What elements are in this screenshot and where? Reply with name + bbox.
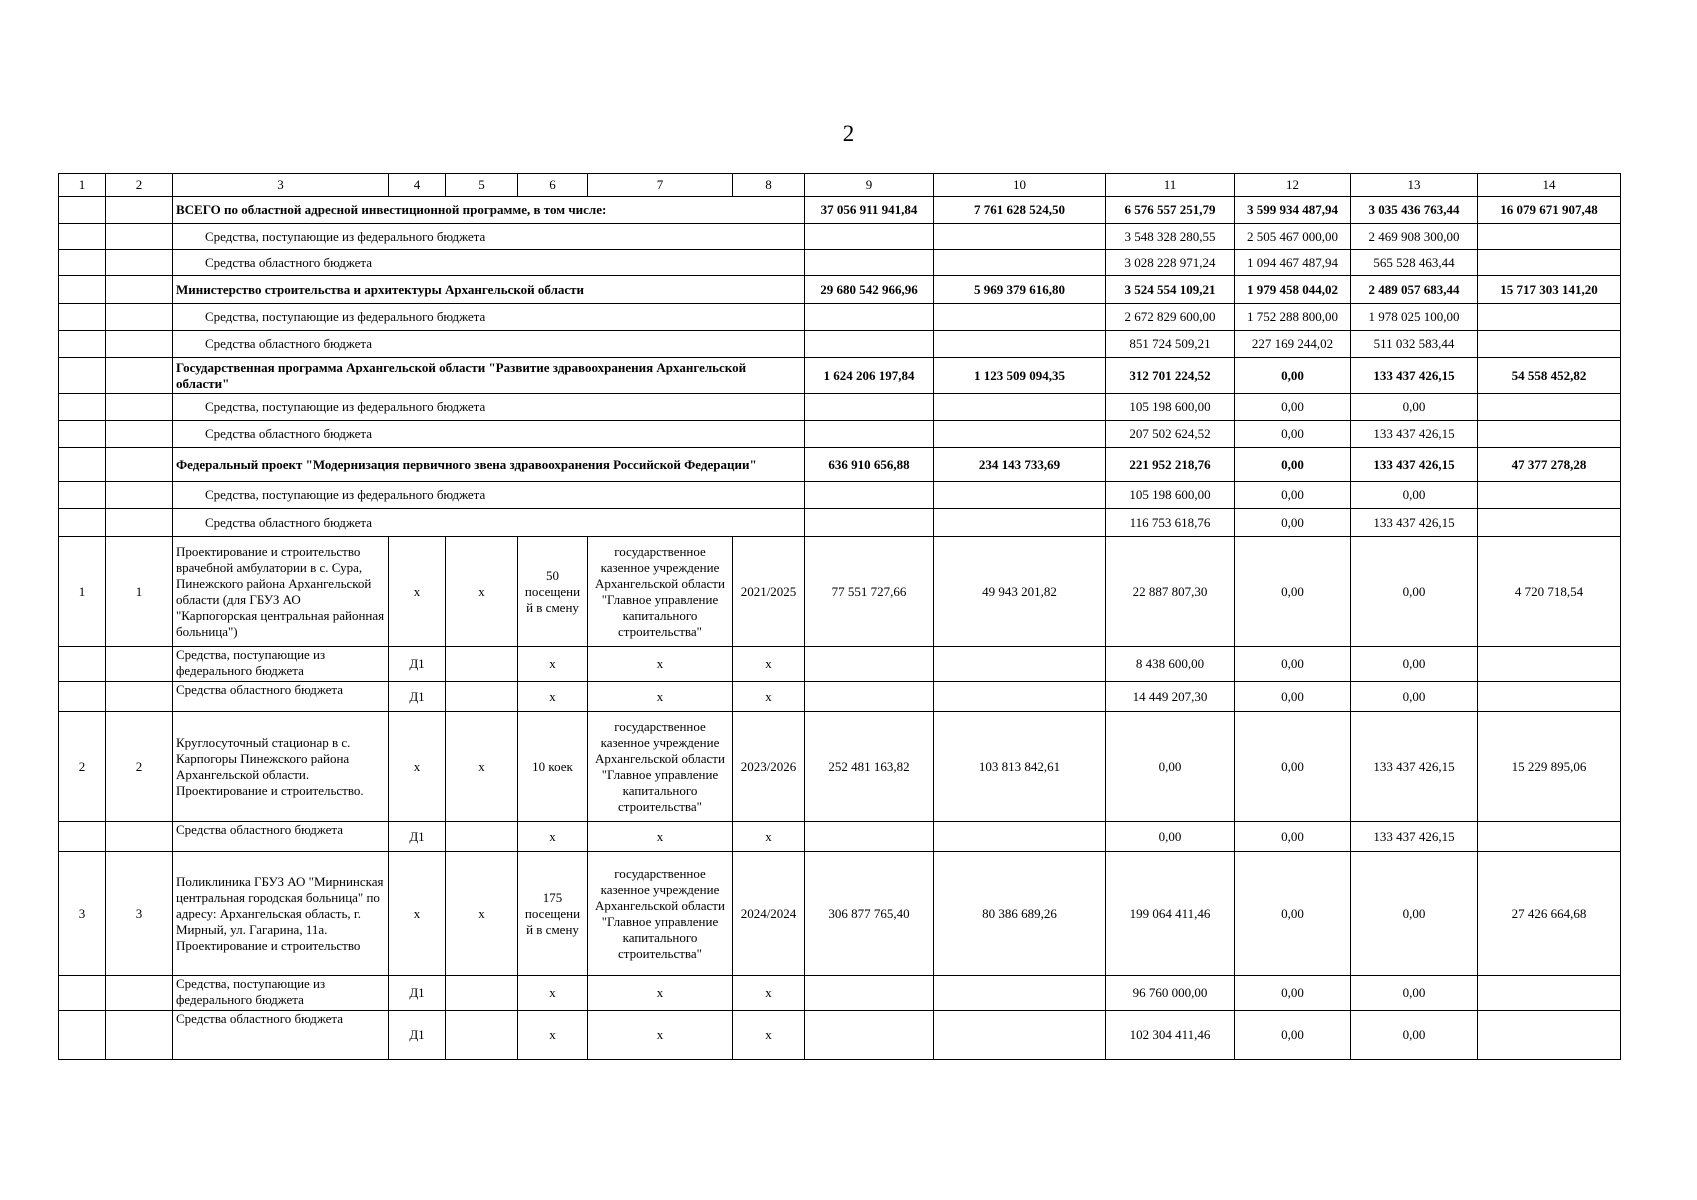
cell-c10 xyxy=(934,482,1106,509)
cell-c10 xyxy=(934,682,1106,712)
cell-c13: 0,00 xyxy=(1351,482,1478,509)
cell-c10 xyxy=(934,331,1106,358)
cell-c7: х xyxy=(588,822,733,852)
row-label: Средства, поступающие из федерального бюджета xyxy=(173,304,805,331)
cell-c12: 1 094 467 487,94 xyxy=(1235,250,1351,276)
cell-c12: 3 599 934 487,94 xyxy=(1235,197,1351,224)
cell-c13: 0,00 xyxy=(1351,1011,1478,1060)
cell-num2 xyxy=(106,509,173,537)
cell-c10 xyxy=(934,822,1106,852)
cell-c12: 0,00 xyxy=(1235,448,1351,482)
table-row-total xyxy=(59,448,1621,482)
cell-c12: 0,00 xyxy=(1235,682,1351,712)
cell-c12: 1 752 288 800,00 xyxy=(1235,304,1351,331)
table-header-row xyxy=(59,174,1621,197)
row-label: Средства областного бюджета xyxy=(173,250,805,276)
cell-num xyxy=(59,224,106,250)
cell-c10: 7 761 628 524,50 xyxy=(934,197,1106,224)
cell-object-name: Проектирование и строительство врачебной амбулатории в с. Сура, Пинежского района Архангельской области (для ГБУЗ АО "Карпогорская центральная районная больница") xyxy=(173,537,389,647)
cell-c1: 3 xyxy=(59,852,106,976)
cell-c1 xyxy=(59,976,106,1011)
cell-c14 xyxy=(1478,394,1621,421)
cell-c8: х xyxy=(733,1011,805,1060)
cell-num xyxy=(59,509,106,537)
column-number-6: 6 xyxy=(518,174,588,197)
cell-c14 xyxy=(1478,224,1621,250)
cell-c13: 565 528 463,44 xyxy=(1351,250,1478,276)
cell-c4: Д1 xyxy=(389,976,446,1011)
cell-c12: 0,00 xyxy=(1235,647,1351,682)
cell-c8: х xyxy=(733,682,805,712)
cell-c11: 312 701 224,52 xyxy=(1106,358,1235,394)
cell-c9 xyxy=(805,822,934,852)
cell-source-name: Средства областного бюджета xyxy=(173,1011,389,1060)
column-number-2: 2 xyxy=(106,174,173,197)
cell-c11: 105 198 600,00 xyxy=(1106,482,1235,509)
cell-c13: 2 489 057 683,44 xyxy=(1351,276,1478,304)
cell-c13: 133 437 426,15 xyxy=(1351,448,1478,482)
cell-c12: 0,00 xyxy=(1235,394,1351,421)
cell-object-name: Круглосуточный стационар в с. Карпогоры Пинежского района Архангельской области. Проектирование и строительство. xyxy=(173,712,389,822)
cell-c9 xyxy=(805,647,934,682)
cell-c7: государственное казенное учреждение Архангельской области "Главное управление капитального строительства" xyxy=(588,537,733,647)
table-row-detail xyxy=(59,1011,1621,1060)
cell-num2 xyxy=(106,224,173,250)
cell-c11: 0,00 xyxy=(1106,712,1235,822)
cell-c8: х xyxy=(733,976,805,1011)
row-label: ВСЕГО по областной адресной инвестиционной программе, в том числе: xyxy=(173,197,805,224)
cell-c8: 2021/2025 xyxy=(733,537,805,647)
cell-num2 xyxy=(106,358,173,394)
cell-c10: 5 969 379 616,80 xyxy=(934,276,1106,304)
cell-num xyxy=(59,421,106,448)
cell-c11: 8 438 600,00 xyxy=(1106,647,1235,682)
table-row-detail xyxy=(59,822,1621,852)
cell-c11: 0,00 xyxy=(1106,822,1235,852)
table-row-total xyxy=(59,358,1621,394)
cell-c7: х xyxy=(588,1011,733,1060)
cell-c6: 175 посещени й в смену xyxy=(518,852,588,976)
table-row-detail xyxy=(59,682,1621,712)
cell-c9: 1 624 206 197,84 xyxy=(805,358,934,394)
table-row-source xyxy=(59,394,1621,421)
cell-c14 xyxy=(1478,976,1621,1011)
cell-c11: 105 198 600,00 xyxy=(1106,394,1235,421)
cell-c9: 306 877 765,40 xyxy=(805,852,934,976)
cell-c9: 636 910 656,88 xyxy=(805,448,934,482)
cell-c4: Д1 xyxy=(389,647,446,682)
cell-c14 xyxy=(1478,682,1621,712)
investment-program-table xyxy=(58,173,1621,1060)
row-label: Государственная программа Архангельской области "Развитие здравоохранения Архангельской области" xyxy=(173,358,805,394)
cell-c9 xyxy=(805,331,934,358)
table-row-object xyxy=(59,852,1621,976)
cell-num xyxy=(59,197,106,224)
row-label: Средства, поступающие из федерального бюджета xyxy=(173,394,805,421)
column-number-1: 1 xyxy=(59,174,106,197)
cell-num2 xyxy=(106,421,173,448)
cell-source-name: Средства, поступающие из федерального бюджета xyxy=(173,647,389,682)
row-label: Средства областного бюджета xyxy=(173,331,805,358)
column-number-11: 11 xyxy=(1106,174,1235,197)
cell-num2 xyxy=(106,394,173,421)
cell-c4: х xyxy=(389,852,446,976)
cell-c1 xyxy=(59,682,106,712)
cell-c10 xyxy=(934,394,1106,421)
cell-c11: 6 576 557 251,79 xyxy=(1106,197,1235,224)
cell-c4: Д1 xyxy=(389,1011,446,1060)
cell-num xyxy=(59,304,106,331)
cell-c14: 15 717 303 141,20 xyxy=(1478,276,1621,304)
cell-c10 xyxy=(934,1011,1106,1060)
cell-c2 xyxy=(106,682,173,712)
column-number-14: 14 xyxy=(1478,174,1621,197)
column-number-10: 10 xyxy=(934,174,1106,197)
cell-source-name: Средства областного бюджета xyxy=(173,822,389,852)
cell-c11: 3 548 328 280,55 xyxy=(1106,224,1235,250)
cell-c14 xyxy=(1478,1011,1621,1060)
cell-c9 xyxy=(805,250,934,276)
cell-c8: 2023/2026 xyxy=(733,712,805,822)
cell-c12: 0,00 xyxy=(1235,421,1351,448)
cell-c11: 96 760 000,00 xyxy=(1106,976,1235,1011)
cell-num2 xyxy=(106,482,173,509)
cell-c2: 2 xyxy=(106,712,173,822)
cell-c13: 133 437 426,15 xyxy=(1351,358,1478,394)
column-number-3: 3 xyxy=(173,174,389,197)
cell-c14: 16 079 671 907,48 xyxy=(1478,197,1621,224)
column-number-13: 13 xyxy=(1351,174,1478,197)
table-row-object xyxy=(59,537,1621,647)
cell-c14 xyxy=(1478,421,1621,448)
cell-num2 xyxy=(106,276,173,304)
cell-c12: 0,00 xyxy=(1235,822,1351,852)
cell-c13: 3 035 436 763,44 xyxy=(1351,197,1478,224)
column-number-12: 12 xyxy=(1235,174,1351,197)
column-number-7: 7 xyxy=(588,174,733,197)
table-row-total xyxy=(59,276,1621,304)
cell-c2: 1 xyxy=(106,537,173,647)
cell-num2 xyxy=(106,197,173,224)
cell-c13: 133 437 426,15 xyxy=(1351,712,1478,822)
cell-c7: х xyxy=(588,647,733,682)
column-number-5: 5 xyxy=(446,174,518,197)
cell-c12: 0,00 xyxy=(1235,1011,1351,1060)
cell-c11: 22 887 807,30 xyxy=(1106,537,1235,647)
cell-c10: 1 123 509 094,35 xyxy=(934,358,1106,394)
cell-c10: 234 143 733,69 xyxy=(934,448,1106,482)
cell-c9 xyxy=(805,304,934,331)
cell-c13: 0,00 xyxy=(1351,647,1478,682)
cell-c9: 77 551 727,66 xyxy=(805,537,934,647)
cell-c14 xyxy=(1478,647,1621,682)
cell-c4: Д1 xyxy=(389,822,446,852)
cell-c8: 2024/2024 xyxy=(733,852,805,976)
cell-c13: 0,00 xyxy=(1351,537,1478,647)
cell-c12: 0,00 xyxy=(1235,976,1351,1011)
cell-c14 xyxy=(1478,822,1621,852)
cell-c10: 103 813 842,61 xyxy=(934,712,1106,822)
cell-c5 xyxy=(446,1011,518,1060)
cell-c12: 2 505 467 000,00 xyxy=(1235,224,1351,250)
cell-c5 xyxy=(446,976,518,1011)
cell-c12: 0,00 xyxy=(1235,482,1351,509)
cell-source-name: Средства, поступающие из федерального бюджета xyxy=(173,976,389,1011)
table-row-source xyxy=(59,224,1621,250)
cell-c1 xyxy=(59,1011,106,1060)
cell-c14 xyxy=(1478,331,1621,358)
row-label: Министерство строительства и архитектуры Архангельской области xyxy=(173,276,805,304)
cell-c7: х xyxy=(588,976,733,1011)
cell-c6: х xyxy=(518,1011,588,1060)
cell-c13: 133 437 426,15 xyxy=(1351,822,1478,852)
cell-c14 xyxy=(1478,304,1621,331)
cell-c14: 4 720 718,54 xyxy=(1478,537,1621,647)
cell-c9 xyxy=(805,509,934,537)
cell-c1: 1 xyxy=(59,537,106,647)
table-row-source xyxy=(59,509,1621,537)
cell-c10 xyxy=(934,647,1106,682)
cell-num xyxy=(59,358,106,394)
cell-c10 xyxy=(934,250,1106,276)
cell-c11: 207 502 624,52 xyxy=(1106,421,1235,448)
cell-c13: 0,00 xyxy=(1351,976,1478,1011)
cell-c13: 0,00 xyxy=(1351,394,1478,421)
cell-c6: 10 коек xyxy=(518,712,588,822)
cell-source-name: Средства областного бюджета xyxy=(173,682,389,712)
cell-c12: 0,00 xyxy=(1235,537,1351,647)
cell-num xyxy=(59,276,106,304)
cell-c14: 47 377 278,28 xyxy=(1478,448,1621,482)
column-number-4: 4 xyxy=(389,174,446,197)
cell-c10 xyxy=(934,509,1106,537)
cell-c11: 3 524 554 109,21 xyxy=(1106,276,1235,304)
cell-c14 xyxy=(1478,250,1621,276)
cell-c5 xyxy=(446,822,518,852)
cell-c4: Д1 xyxy=(389,682,446,712)
cell-c10 xyxy=(934,224,1106,250)
cell-c8: х xyxy=(733,647,805,682)
cell-c14: 27 426 664,68 xyxy=(1478,852,1621,976)
cell-c9: 37 056 911 941,84 xyxy=(805,197,934,224)
cell-c9 xyxy=(805,1011,934,1060)
cell-c14 xyxy=(1478,509,1621,537)
cell-c7: х xyxy=(588,682,733,712)
cell-c5 xyxy=(446,647,518,682)
cell-c2 xyxy=(106,1011,173,1060)
cell-num xyxy=(59,448,106,482)
cell-num2 xyxy=(106,250,173,276)
cell-c9: 29 680 542 966,96 xyxy=(805,276,934,304)
cell-c6: х xyxy=(518,822,588,852)
cell-c2 xyxy=(106,822,173,852)
cell-num xyxy=(59,394,106,421)
table-row-source xyxy=(59,304,1621,331)
cell-c5: х xyxy=(446,852,518,976)
cell-c2: 3 xyxy=(106,852,173,976)
cell-c11: 3 028 228 971,24 xyxy=(1106,250,1235,276)
cell-c9 xyxy=(805,976,934,1011)
cell-c10 xyxy=(934,976,1106,1011)
cell-c4: х xyxy=(389,537,446,647)
cell-num2 xyxy=(106,448,173,482)
cell-c11: 851 724 509,21 xyxy=(1106,331,1235,358)
column-number-8: 8 xyxy=(733,174,805,197)
cell-c14: 15 229 895,06 xyxy=(1478,712,1621,822)
cell-c11: 14 449 207,30 xyxy=(1106,682,1235,712)
cell-c12: 0,00 xyxy=(1235,852,1351,976)
table-row-detail xyxy=(59,976,1621,1011)
table-row-source xyxy=(59,250,1621,276)
cell-c13: 133 437 426,15 xyxy=(1351,421,1478,448)
cell-c9 xyxy=(805,682,934,712)
cell-c12: 0,00 xyxy=(1235,358,1351,394)
cell-num xyxy=(59,482,106,509)
cell-c10: 80 386 689,26 xyxy=(934,852,1106,976)
cell-c10 xyxy=(934,421,1106,448)
table-row-source xyxy=(59,421,1621,448)
cell-c5: х xyxy=(446,712,518,822)
cell-num2 xyxy=(106,304,173,331)
cell-c11: 102 304 411,46 xyxy=(1106,1011,1235,1060)
cell-c12: 227 169 244,02 xyxy=(1235,331,1351,358)
cell-c13: 0,00 xyxy=(1351,852,1478,976)
cell-c1 xyxy=(59,822,106,852)
table-row-object xyxy=(59,712,1621,822)
cell-c6: х xyxy=(518,647,588,682)
row-label: Средства, поступающие из федерального бюджета xyxy=(173,224,805,250)
cell-c9 xyxy=(805,224,934,250)
cell-c11: 199 064 411,46 xyxy=(1106,852,1235,976)
cell-c5: х xyxy=(446,537,518,647)
cell-c11: 116 753 618,76 xyxy=(1106,509,1235,537)
cell-c1: 2 xyxy=(59,712,106,822)
cell-c10: 49 943 201,82 xyxy=(934,537,1106,647)
cell-c13: 511 032 583,44 xyxy=(1351,331,1478,358)
cell-c2 xyxy=(106,647,173,682)
cell-c4: х xyxy=(389,712,446,822)
row-label: Средства, поступающие из федерального бюджета xyxy=(173,482,805,509)
row-label: Средства областного бюджета xyxy=(173,421,805,448)
cell-c13: 133 437 426,15 xyxy=(1351,509,1478,537)
cell-c9 xyxy=(805,482,934,509)
cell-num xyxy=(59,250,106,276)
cell-c12: 0,00 xyxy=(1235,712,1351,822)
cell-c7: государственное казенное учреждение Архангельской области "Главное управление капитального строительства" xyxy=(588,852,733,976)
cell-c6: х xyxy=(518,682,588,712)
cell-c9 xyxy=(805,394,934,421)
cell-c12: 1 979 458 044,02 xyxy=(1235,276,1351,304)
table-row-source xyxy=(59,482,1621,509)
page-number: 2 xyxy=(842,121,855,146)
cell-c11: 221 952 218,76 xyxy=(1106,448,1235,482)
cell-c9: 252 481 163,82 xyxy=(805,712,934,822)
cell-c6: 50 посещени й в смену xyxy=(518,537,588,647)
cell-c6: х xyxy=(518,976,588,1011)
cell-c13: 1 978 025 100,00 xyxy=(1351,304,1478,331)
cell-c14: 54 558 452,82 xyxy=(1478,358,1621,394)
cell-c13: 2 469 908 300,00 xyxy=(1351,224,1478,250)
column-number-9: 9 xyxy=(805,174,934,197)
cell-c1 xyxy=(59,647,106,682)
cell-object-name: Поликлиника ГБУЗ АО "Мирнинская центральная городская больница" по адресу: Архангельская область, г. Мирный, ул. Гагарина, 11а. Проектирование и строительство xyxy=(173,852,389,976)
table-row-source xyxy=(59,331,1621,358)
cell-c2 xyxy=(106,976,173,1011)
cell-c7: государственное казенное учреждение Архангельской области "Главное управление капитального строительства" xyxy=(588,712,733,822)
cell-c12: 0,00 xyxy=(1235,509,1351,537)
table-row-detail xyxy=(59,647,1621,682)
cell-num2 xyxy=(106,331,173,358)
cell-c13: 0,00 xyxy=(1351,682,1478,712)
table-row-total xyxy=(59,197,1621,224)
row-label: Средства областного бюджета xyxy=(173,509,805,537)
cell-c11: 2 672 829 600,00 xyxy=(1106,304,1235,331)
cell-c5 xyxy=(446,682,518,712)
cell-c8: х xyxy=(733,822,805,852)
cell-num xyxy=(59,331,106,358)
row-label: Федеральный проект "Модернизация первичного звена здравоохранения Российской Федерации" xyxy=(173,448,805,482)
cell-c10 xyxy=(934,304,1106,331)
cell-c9 xyxy=(805,421,934,448)
cell-c14 xyxy=(1478,482,1621,509)
